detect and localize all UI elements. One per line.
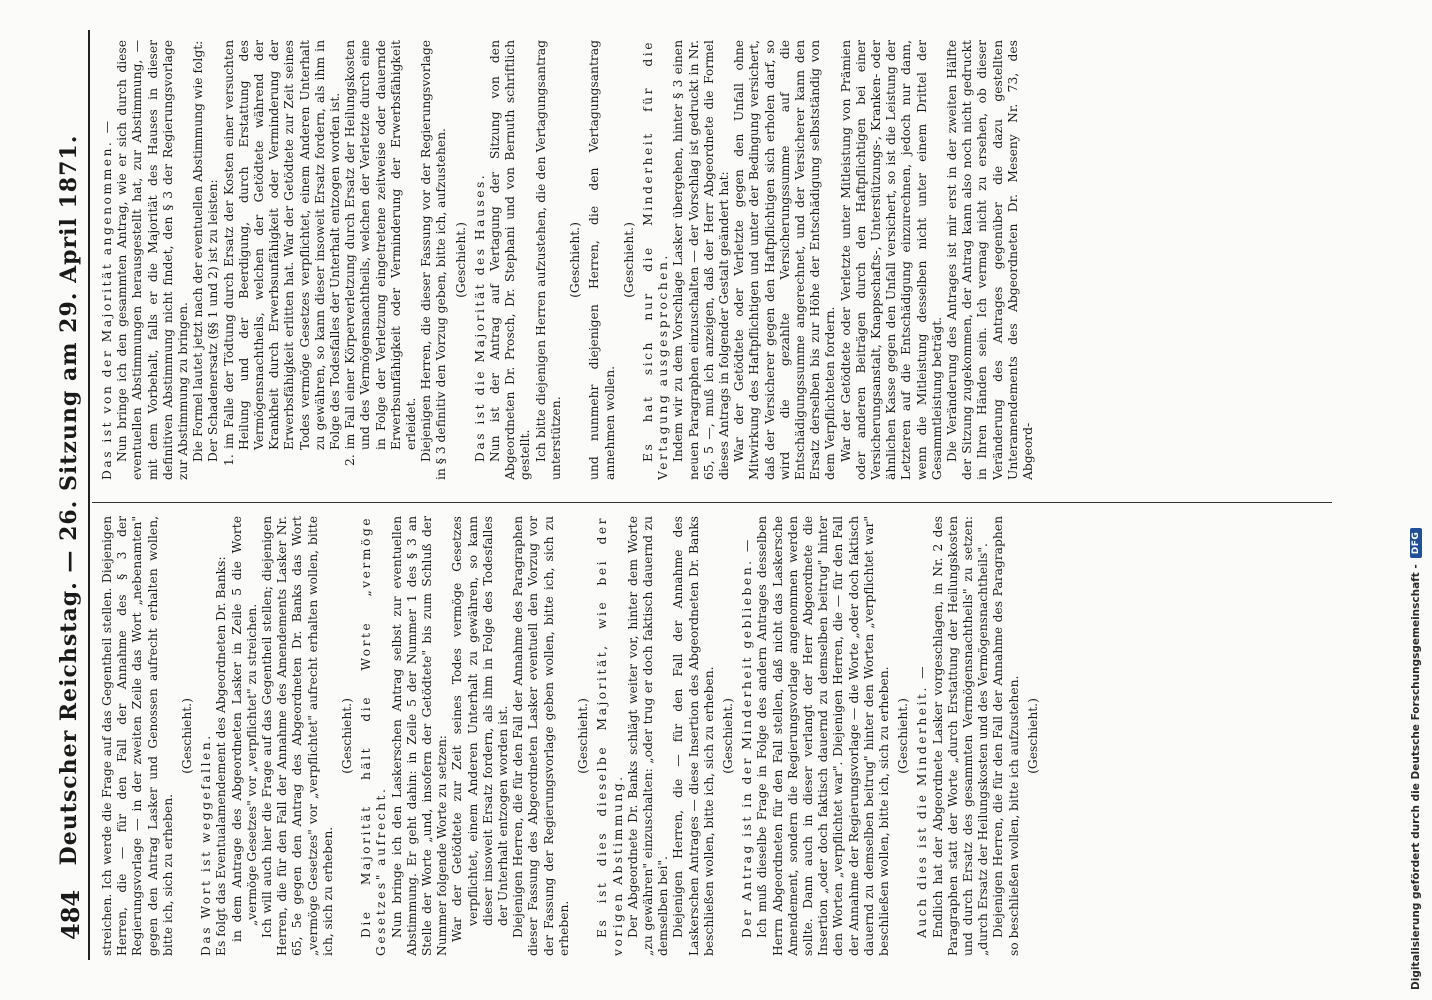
paragraph: Diejenigen Herren, die — für den Fall der Annahme des Laskerschen Antrages — diese Insertion des Abgeordneten Dr. Banks beschließen wollen, bitte ich, sich zu erheben.: [671, 516, 716, 956]
left-column: [100, 516, 1320, 956]
paragraph: War der Getödtete oder Verletzte gegen den Unfall ohne Mitwirkung des Haftpflichtigen und unter der Bedingung versichert, daß der Versicherer gegen den Haftpflichtigen sich erholen darf, so wird die gezahlte Versicherungssumme auf die Entschädigungssumme angerechnet, und der Versicherer kann den Ersatz derselben bis zur Höhe der Entschädigung selbstständig von dem Verpflichteten fordern.: [732, 40, 838, 480]
paragraph: Nun bringe ich den gesammten Antrag, wie er sich durch diese eventuellen Abstimmungen herausgestellt hat, zur Abstimmung, — mit dem Vorbehalt, falls er die Majorität des Hauses in dieser definitiven Abstimmung nicht findet, den § 3 der Regierungsvorlage zur Abstimmung zu bringen.: [115, 40, 191, 480]
paragraph: Es folgt das Eventualamendement des Abgeordneten Dr. Banks:: [214, 556, 229, 956]
paragraph: Das ist die Majorität des Hauses.: [472, 172, 487, 462]
paragraph: Endlich hat der Abgeordnete Lasker vorgeschlagen, in Nr. 2 des Paragraphen statt der Worte „durch Erstattung der Heilungskosten und durch Ersatz des gesammten Vermögensnachtheils" zu setzen: „durch Ersatz der Heilungskosten und des Vermögensnachtheils".: [930, 516, 991, 956]
paragraph: Die Veränderung des Antrages ist mir erst in der zweiten Hälfte der Sitzung zugekommen, der Antrag kann also noch nicht gedruckt in Ihren Händen sein. Ich vermag nicht zu ersehen, ob dieser Veränderung des Antrages gegenüber die dazu gestellten Unteramendements des Abgeordneten Dr. Meseny Nr. 73, des Abgeord-: [944, 40, 1035, 480]
paragraph: Diejenigen Herren, die für den Fall der Annahme des Paragraphen so beschließen wollen, bitte ich aufzustehen.: [991, 516, 1021, 956]
paragraph: Der Abgeordnete Dr. Banks schlägt weiter vor, hinter dem Worte „zu gewähren" einzuschalten: „oder trug er doch faktisch dauernd zu demselben bei".: [625, 516, 671, 956]
procedural-note: (Geschieht.): [180, 698, 195, 774]
paragraph: War der Getödtete oder Verletzte unter Mitleistung von Prämien oder anderen Beiträgen durch den Haftpflichtigen bei einer Versicherungsanstalt, Knappschafts-, Unterstützungs-, Kranken- oder ähnlichen Kasse gegen den Unfall versichert, so ist die Leistung der Letzteren auf die Entschädigung einzurechnen, jedoch nur dann, wenn die Mitleistung desselben nicht unter einem Drittel der Gesammtleistung beträgt.: [838, 40, 944, 480]
procedural-note: (Geschieht.): [621, 222, 636, 298]
paragraph: und nunmehr diejenigen Herren, die den Vertagungsantrag annehmen wollen.: [587, 40, 617, 480]
paragraph: Diejenigen Herren, die für den Fall der Annahme des Paragraphen dieser Fassung des Abgeordneten Lasker eventuell den Vorzug vor der Fassung der Regierungsvorlage geben wollen, bitte ich, sich zu erheben.: [511, 516, 571, 956]
header-rule: [88, 30, 90, 960]
dfg-logo: DFG: [1410, 528, 1422, 559]
paragraph: Der Schadenersatz (§§ 1 und 2) ist zu leisten:: [206, 179, 221, 462]
procedural-note: (Geschieht.): [340, 698, 355, 774]
digitization-credit: [1410, 10, 1430, 990]
column-divider: [92, 502, 1332, 503]
credit-text: Digitalisierung gefördert durch die Deutsche Forschungsgemeinschaft -: [1410, 564, 1422, 990]
numbered-clause: 2. im Fall einer Körperverletzung durch Ersatz der Heilungskosten und des Vermögensnachtheils, welchen der Verletzte durch eine in Folge der Verletzung eingetretene zeitweise oder dauernde Erwerbsunfähigkeit oder Verminderung der Erwerbsfähigkeit erleidet.: [343, 40, 419, 466]
procedural-note: (Geschieht.): [720, 698, 735, 774]
page-number: 484: [56, 889, 85, 940]
paragraph: Nun bringe ich den Laskerschen Antrag selbst zur eventuellen Abstimmung. Er geht dahin: in Zeile 5 der Nummer 1 des § 3 an Stelle der Worte „und, insofern der Getödtete" bis zum Schluß der Nummer folgende Worte zu setzen:: [389, 516, 450, 956]
quoted-amendment: in dem Antrage des Abgeordneten Lasker in Zeile 5 die Worte „vermöge Gesetzes" vor „verpflichtet" zu streichen.: [229, 516, 259, 942]
page-header: [50, 20, 90, 980]
paragraph: Es ist dies dieselbe Majorität, wie bei der vorigen Abstimmung.: [595, 516, 625, 956]
paragraph: Ich will auch hier die Frage auf das Gegentheil stellen; diejenigen Herren, die für den Fall der Annahme des Amendements Lasker Nr. 65, 5e gegen den Antrag des Abgeordneten Dr. Banks das Wort „vermöge Gesetzes" vor „verpflichtet" aufrecht erhalten wollen, bitte ich, sich zu erheben.: [260, 516, 335, 956]
paragraph: Indem wir zu dem Vorschlage Lasker übergehen, hinter § 3 einen neuen Paragraphen einzuschalten — der Vorschlag ist gedruckt in Nr. 65, 5 —, muß ich anzeigen, daß der Herr Abgeordnete die Formel dieses Antrags in folgender Gestalt geändert hat:: [671, 40, 731, 480]
paragraph: Das ist von der Majorität angenommen. —: [100, 118, 114, 480]
paragraph: Der Antrag ist in der Minderheit geblieben. —: [740, 537, 755, 938]
paragraph: Diejenigen Herren, die dieser Fassung vor der Regierungsvorlage in § 3 definitiv den Vorzug geben, bitte ich, aufzustehen.: [419, 40, 449, 480]
paragraph: streichen. Ich werde die Frage auf das Gegentheil stellen. Diejenigen Herren, die — für den Fall der Annahme des § 3 der Regierungsvorlage — in der zweiten Zeile das Wort „nebenamten" gegen den Antrag Lasker und Genossen aufrecht erhalten wollen, bitte ich, sich zu erheben.: [100, 516, 175, 956]
paragraph: Auch dies ist die Minderheit. —: [915, 663, 930, 938]
numbered-clause: 1. im Falle der Tödtung durch Ersatz der Kosten einer versuchten Heilung und der Beerdigung, durch Erstattung des Vermögensnachtheils, welchen der Getödtete während der Krankheit durch Erwerbsunfähigkeit oder Verminderung der Erwerbsfähigkeit erlitten hat. War der Getödtete zur Zeit seines Todes vermöge Gesetzes verpflichtet, einem Anderen Unterhalt zu gewähren, so kann dieser insoweit Ersatz fordern, als ihm in Folge des Todesfalles der Unterhalt entzogen worden ist.: [221, 40, 343, 466]
procedural-note: (Geschieht.): [453, 222, 468, 298]
procedural-note: (Geschieht.): [576, 698, 591, 774]
paragraph: Die Majorität hält die Worte „vermöge Gesetzes" aufrecht.: [359, 516, 389, 956]
procedural-note: (Geschieht.): [1025, 698, 1040, 774]
paragraph: Es hat sich nur die Minderheit für die Vertagung ausgesprochen.: [640, 40, 671, 480]
paragraph: Die Formel lautet jetzt nach der eventuellen Abstimmung wie folgt:: [191, 40, 206, 462]
procedural-note: (Geschieht.): [896, 698, 911, 774]
paragraph: Das Wort ist weggefallen.: [199, 733, 214, 956]
quoted-amendment: War der Getödtete zur Zeit seines Todes vermöge Gesetzes verpflichtet, einem Anderen Unterhalt zu gewähren, so kann dieser insoweit Ersatz fordern, als ihm in Folge des Todesfalles der Unterhalt entzogen worden ist.: [450, 516, 511, 942]
paragraph: Ich bitte diejenigen Herren aufzustehen, die den Vertagungsantrag unterstützen.: [533, 40, 563, 480]
paragraph: Nun ist der Antrag auf Vertagung der Sitzung von den Abgeordneten Dr. Prosch, Dr. Stephani und von Bernuth schriftlich gestellt.: [488, 40, 533, 480]
procedural-note: (Geschieht.): [568, 222, 583, 298]
running-head: Deutscher Reichstag. — 26. Sitzung am 29. April 1871.: [56, 134, 82, 866]
paragraph: Ich muß dieselbe Frage in Folge des andern Antrages desselben Herrn Abgeordneten für den Fall stellen, daß nicht das Laskersche Amendement, sondern die Regierungsvorlage angenommen werden sollte. Dann auch in dieser verlangt der Herr Abgeordnete die Insertion „oder doch faktisch dauernd zu demselben beitrug" hinter den Worten „verpflichtet war". Diejenigen Herren, die — für den Fall der Annahme der Regierungsvorlage — die Worte „oder doch faktisch dauernd zu demselben beitrug" hinter den Worten „verpflichtet war" beschließen wollen, bitte ich, sich zu erheben.: [755, 516, 891, 956]
right-column: [100, 40, 1320, 480]
